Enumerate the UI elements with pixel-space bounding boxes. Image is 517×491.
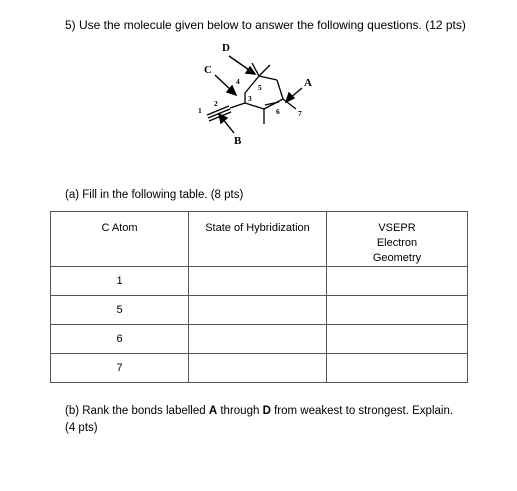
part-b-suffix: from weakest to strongest. Explain. (4 pts) <box>65 405 454 434</box>
question-title: 5) Use the molecule given below to answer the following questions. (12 pts) <box>65 18 466 32</box>
table-row <box>51 354 468 383</box>
label-c: C <box>204 64 212 76</box>
header-vsepr-geometry: VSEPR Electron Geometry <box>327 212 468 267</box>
cell-hybridization[interactable] <box>189 325 327 354</box>
hybridization-table <box>50 211 468 383</box>
label-a: A <box>304 77 312 89</box>
cell-geometry[interactable] <box>327 354 468 383</box>
alkyne-bond <box>230 103 245 108</box>
atom-number-3: 3 <box>248 94 252 103</box>
part-b-mid: through <box>217 405 263 417</box>
cell-c-atom: 6 <box>51 325 189 354</box>
ring-bond <box>245 76 259 93</box>
part-a-prompt: (a) Fill in the following table. (8 pts) <box>65 189 244 201</box>
atom-number-1: 1 <box>198 106 202 115</box>
table-row <box>51 267 468 296</box>
methyl-bond <box>259 65 270 76</box>
part-b-prefix: (b) Rank the bonds labelled <box>65 405 209 417</box>
ring-bond <box>245 103 264 109</box>
cell-hybridization[interactable] <box>189 267 327 296</box>
atom-number-4: 4 <box>236 77 240 86</box>
table-row <box>51 296 468 325</box>
atom-number-7: 7 <box>298 109 302 118</box>
molecule-diagram <box>0 0 517 160</box>
part-b-prompt <box>65 403 465 437</box>
cell-geometry[interactable] <box>327 267 468 296</box>
cell-c-atom: 5 <box>51 296 189 325</box>
atom-number-2: 2 <box>214 99 218 108</box>
cell-hybridization[interactable] <box>189 354 327 383</box>
part-b-bond-d: D <box>262 405 271 417</box>
ring-bond <box>259 76 277 80</box>
cell-c-atom: 1 <box>51 267 189 296</box>
cell-geometry[interactable] <box>327 325 468 354</box>
arrow-a-head <box>286 93 294 102</box>
table-row <box>51 325 468 354</box>
ring-bond <box>277 80 283 99</box>
table-header-row <box>51 212 468 267</box>
part-b-bond-a: A <box>208 405 218 417</box>
label-d: D <box>222 42 230 54</box>
atom-number-6: 6 <box>276 107 280 116</box>
label-b: B <box>234 135 242 147</box>
header-hybridization: State of Hybridization <box>189 212 327 267</box>
cell-hybridization[interactable] <box>189 296 327 325</box>
cell-c-atom: 7 <box>51 354 189 383</box>
header-c-atom: C Atom <box>51 212 189 267</box>
cell-geometry[interactable] <box>327 296 468 325</box>
atom-number-5: 5 <box>258 83 262 92</box>
